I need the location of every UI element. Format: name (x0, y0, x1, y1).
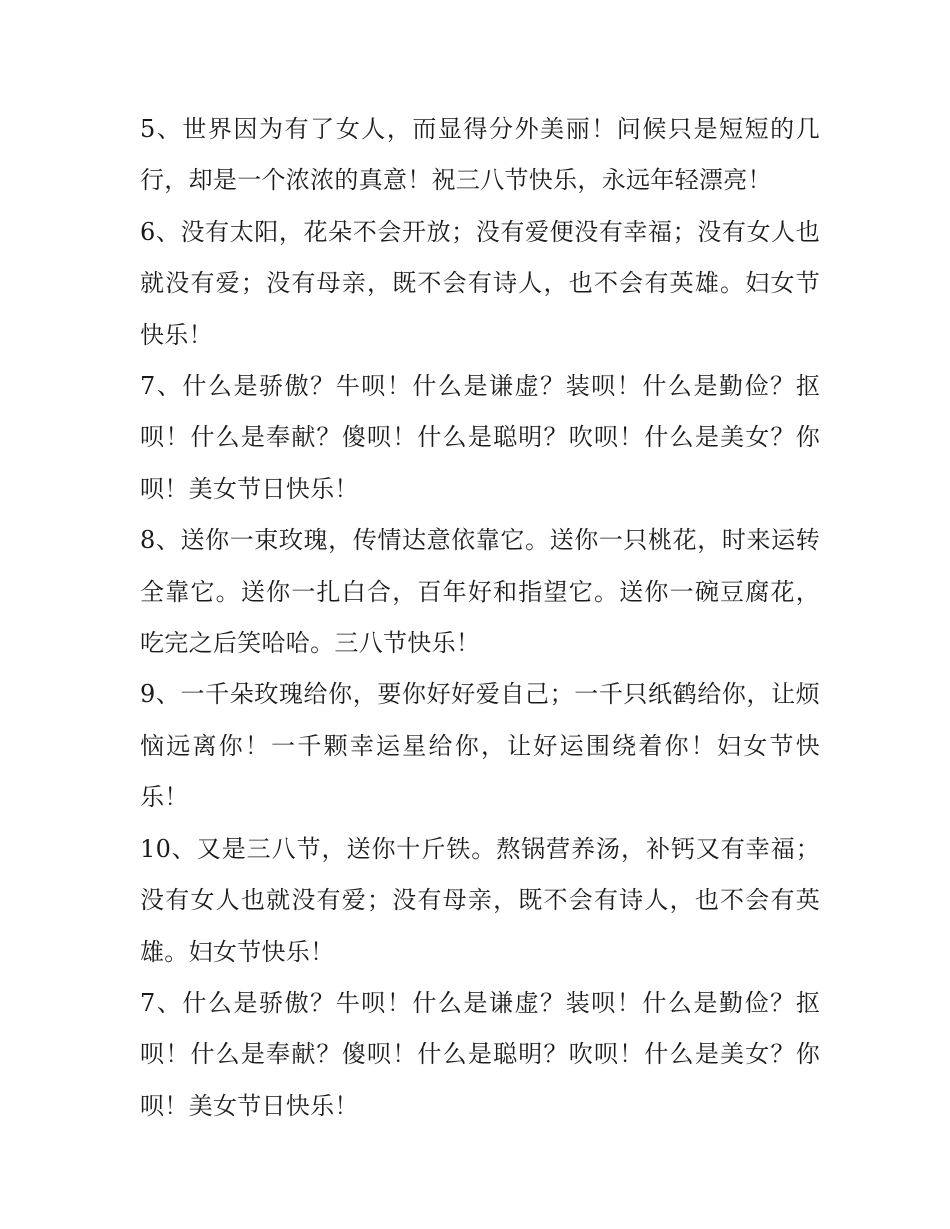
paragraph-6: 6、没有太阳，花朵不会开放；没有爱便没有幸福；没有女人也就没有爱；没有母亲，既不会有诗人，也不会有英雄。妇女节快乐！ (140, 217, 820, 349)
paragraph-9: 9、一千朵玫瑰给你，要你好好爱自己；一千只纸鹤给你，让烦恼远离你！一千颗幸运星给你，让好运围绕着你！妇女节快乐！ (140, 680, 820, 812)
paragraph-7-repeat: 7、什么是骄傲？牛呗！什么是谦虚？装呗！什么是勤俭？抠呗！什么是奉献？傻呗！什么是聪明？吹呗！什么是美女？你呗！美女节日快乐！ (140, 988, 820, 1120)
paragraph-7: 7、什么是骄傲？牛呗！什么是谦虚？装呗！什么是勤俭？抠呗！什么是奉献？傻呗！什么是聪明？吹呗！什么是美女？你呗！美女节日快乐！ (140, 372, 820, 503)
document-body (140, 104, 820, 1132)
paragraph-10: 10、又是三八节，送你十斤铁。熬锅营养汤，补钙又有幸福；没有女人也就没有爱；没有母亲，既不会有诗人，也不会有英雄。妇女节快乐！ (140, 834, 820, 966)
paragraph-5: 5、世界因为有了女人，而显得分外美丽！问候只是短短的几行，却是一个浓浓的真意！祝三八节快乐，永远年轻漂亮！ (140, 115, 820, 195)
paragraph-8: 8、送你一束玫瑰，传情达意依靠它。送你一只桃花，时来运转全靠它。送你一扎白合，百年好和指望它。送你一碗豆腐花，吃完之后笑哈哈。三八节快乐！ (140, 526, 820, 658)
